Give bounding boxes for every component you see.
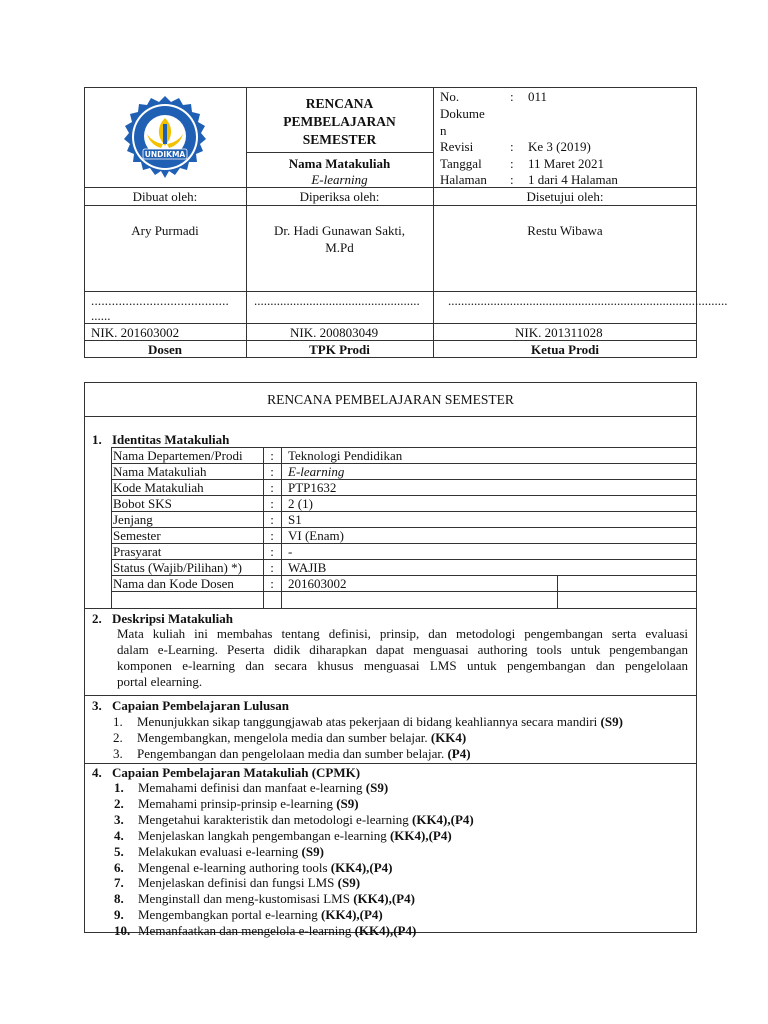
identitas-num: 1. [92,432,102,447]
maker-role: Dosen [148,342,182,357]
meta-tanggal-sep: : [510,156,514,171]
row-value-status: WAJIB [288,560,327,575]
list-item: 7. Menjelaskan definisi dan fungsi LMS (S9) [114,875,361,891]
checker-nik: NIK. 200803049 [290,325,379,340]
made-by-label: Dibuat oleh: [132,189,198,204]
document-title: RENCANA PEMBELAJARAN SEMESTER [283,96,396,147]
checked-by-label: Diperiksa oleh: [299,189,380,204]
cpmk-num: 4. [92,765,102,780]
rps-title: RENCANA PEMBELAJARAN SEMESTER [267,392,514,407]
deskripsi-line: dalam e-Learning. Peserta didik diharapkan dapat menguasai authoring tools untuk pengembangan [117,642,688,657]
meta-revisi-label: Revisi [440,139,474,154]
list-item: 1. Menunjukkan sikap tanggungjawab atas pekerjaan di bidang keahliannya secara mandiri (S9) [113,714,623,729]
row-label-sks: Bobot SKS [113,496,172,511]
row-value-jenjang: S1 [288,512,302,527]
approver-role: Ketua Prodi [530,342,599,357]
list-item: 3. Mengetahui karakteristik dan metodologi e-learning (KK4),(P4) [114,811,474,827]
deskripsi-num: 2. [92,611,102,626]
row-sep-jenjang: : [270,512,274,527]
row-label-matakuliah: Nama Matakuliah [113,464,207,479]
deskripsi-line: komponen e-learning dan secara khusus menguasai LMS untuk pengembangan dan pengelolaan [117,658,688,673]
list-item: 8. Menginstall dan meng-kustomisasi LMS (KK4),(P4) [114,891,415,907]
list-item: 3. Pengembangan dan pengelolaan media dan sumber belajar. (P4) [113,746,471,761]
deskripsi-heading: Deskripsi Matakuliah [112,611,233,626]
maker-nik: NIK. 201603002 [91,325,180,340]
row-label-semester: Semester [113,528,161,543]
row-sep-prodi: : [270,448,274,463]
meta-no-sep: : [510,89,514,104]
list-item: 9. Mengembangkan portal e-learning (KK4),(P4) [114,907,383,923]
row-value-kode: PTP1632 [288,480,337,495]
meta-tanggal-value: 11 Maret 2021 [528,156,605,171]
maker-signature-dots-wrap: ...... [91,308,111,323]
meta-dokumen-label-wrap: n [440,123,447,138]
approver-name: Restu Wibawa [527,223,603,238]
approver-nik: NIK. 201311028 [515,325,603,340]
row-value-matakuliah: E-learning [288,464,345,479]
meta-tanggal-label: Tanggal [440,156,482,171]
row-value-prodi: Teknologi Pendidikan [288,448,403,463]
meta-dokumen-label: Dokume [440,106,485,121]
meta-halaman-label: Halaman [440,172,487,187]
list-item: 2. Mengembangkan, mengelola media dan sumber belajar. (KK4) [113,730,467,745]
list-item: 1. Memahami definisi dan manfaat e-learning (S9) [114,780,389,795]
course-value: E-learning [311,172,368,187]
course-label: Nama Matakuliah [288,156,391,171]
maker-signature-dots: ........................................ [91,293,229,308]
row-label-status: Status (Wajib/Pilihan) *) [113,560,242,575]
row-label-prasyarat: Prasyarat [113,544,162,559]
row-label-prodi: Nama Departemen/Prodi [113,448,243,463]
row-sep-dosen: : [270,576,274,591]
checker-name: Dr. Hadi Gunawan Sakti, [273,223,406,238]
approved-by-label: Disetujui oleh: [526,189,604,204]
checker-role: TPK Prodi [309,342,370,357]
meta-no-value: 011 [528,89,548,104]
cpmk-heading: Capaian Pembelajaran Matakuliah (CPMK) [112,765,361,780]
row-sep-sks: : [270,496,274,511]
row-value-dosen: 201603002 [288,576,347,591]
meta-halaman-value: 1 dari 4 Halaman [528,172,618,187]
list-item: 4. Menjelaskan langkah pengembangan e-learning (KK4),(P4) [114,827,452,843]
approver-signature-dots: ...................................................................................... [448,293,728,308]
deskripsi-text [117,626,688,690]
row-value-prasyarat: - [288,544,293,559]
university-logo [117,94,213,182]
row-value-semester: VI (Enam) [288,528,344,543]
row-sep-semester: : [270,528,274,543]
list-item: 5. Melakukan evaluasi e-learning (S9) [114,843,324,859]
list-item: 2. Memahami prinsip-prinsip e-learning (S9) [114,795,359,811]
identitas-heading: Identitas Matakuliah [112,432,230,447]
meta-halaman-sep: : [510,172,514,187]
row-label-dosen: Nama dan Kode Dosen [113,576,234,591]
list-item: 6. Mengenal e-learning authoring tools (KK4),(P4) [114,859,393,875]
row-label-kode: Kode Matakuliah [113,480,204,495]
checker-title: M.Pd [325,240,354,255]
maker-name: Ary Purmadi [131,223,199,238]
deskripsi-line: Mata kuliah ini membahas tentang definisi, prinsip, dan metodologi pengembangan serta evaluasi [117,626,688,641]
row-value-sks: 2 (1) [288,496,313,511]
row-sep-matakuliah: : [270,464,274,479]
row-sep-kode: : [270,480,274,495]
cpl-num: 3. [92,698,102,713]
meta-no-label: No. [440,89,460,104]
list-item: 10. Memanfaatkan dan mengelola e-learning (KK4),(P4) [114,923,417,939]
row-sep-status: : [270,560,274,575]
logo-text: UNDIKMA [144,150,186,159]
meta-revisi-value: Ke 3 (2019) [528,139,591,154]
deskripsi-line: portal elearning. [117,674,203,689]
row-label-jenjang: Jenjang [113,512,153,527]
cpl-heading: Capaian Pembelajaran Lulusan [112,698,289,713]
row-sep-prasyarat: : [270,544,274,559]
meta-revisi-sep: : [510,139,514,154]
checker-signature-dots: ................................................... [254,293,420,308]
